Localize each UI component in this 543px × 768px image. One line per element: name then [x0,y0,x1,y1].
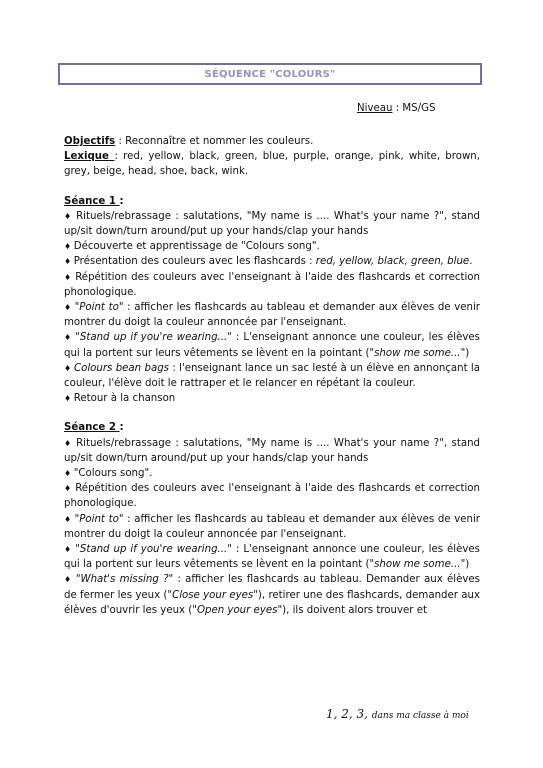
page-title: SÉQUENCE "COLOURS" [204,68,336,80]
lexique-label: Lexique [64,151,115,163]
list-item: ♦ Rituels/rebrassage : salutations, "My name is .... What's your name ?", stand up/sit down/turn around/put up your hands/clap your hands [64,436,480,466]
footer-signature [326,707,469,721]
niveau-value: MS/GS [402,103,436,114]
niveau-label: Niveau [357,103,393,114]
title-box [58,63,482,85]
objectifs-text: : Reconnaître et nommer les couleurs. [115,136,314,147]
footer-small: dans ma classe à moi [371,711,469,721]
niveau-sep: : [392,103,403,114]
list-item: ♦ "Point to" : afficher les flashcards au tableau et demander aux élèves de venir montrer du doigt la couleur annoncée par l'enseignant. [64,300,480,330]
document-body [64,134,480,618]
list-item: ♦ "Stand up if you're wearing..." : L'enseignant annonce une couleur, les élèves qui la portent sur leurs vêtements se lèvent en la pointant ("show me some...") [64,330,480,360]
objectifs-label: Objectifs [64,136,116,147]
list-item: ♦ "What's missing ?" : afficher les flashcards au tableau. Demander aux élèves de fermer les yeux ("Close your eyes"), retirer une des flashcards, demander aux élèves d'ouvrir les yeux ("Open your eyes"), ils doivent alors trouver et [64,572,480,618]
list-item: ♦ Découverte et apprentissage de "Colours song". [64,239,480,254]
list-item: ♦ "Colours song". [64,466,480,481]
list-item: ♦ Rituels/rebrassage : salutations, "My name is .... What's your name ?", stand up/sit down/turn around/put up your hands/clap your hands [64,209,480,239]
seance2-heading: Séance 2 : [64,422,124,434]
list-item: ♦ "Point to" : afficher les flashcards au tableau et demander aux élèves de venir montrer du doigt la couleur annoncée par l'enseignant. [64,512,480,542]
lexique-line [64,149,480,179]
seance1-heading: Séance 1 : [64,195,124,207]
list-item: ♦ Répétition des couleurs avec l'enseignant à l'aide des flashcards et correction phonologique. [64,481,480,511]
list-item: ♦ Répétition des couleurs avec l'enseignant à l'aide des flashcards et correction phonologique. [64,270,480,300]
lexique-text: : red, yellow, black, green, blue, purple, orange, pink, white, brown, grey, beige, head, shoe, back, wink. [64,151,480,178]
niveau-line [357,103,435,114]
objectifs-line [64,134,480,149]
footer-main: 1, 2, 3, [326,707,372,721]
list-item: ♦ Colours bean bags : l'enseignant lance un sac lesté à un élève en annonçant la couleur, l'élève doit le rattraper et le relancer en répétant la couleur. [64,361,480,391]
list-item: ♦ "Stand up if you're wearing..." : L'enseignant annonce une couleur, les élèves qui la portent sur leurs vêtements se lèvent en la pointant ("show me some...") [64,542,480,572]
list-item: ♦ Retour à la chanson [64,391,480,406]
list-item: ♦ Présentation des couleurs avec les flashcards : red, yellow, black, green, blue. [64,254,480,269]
